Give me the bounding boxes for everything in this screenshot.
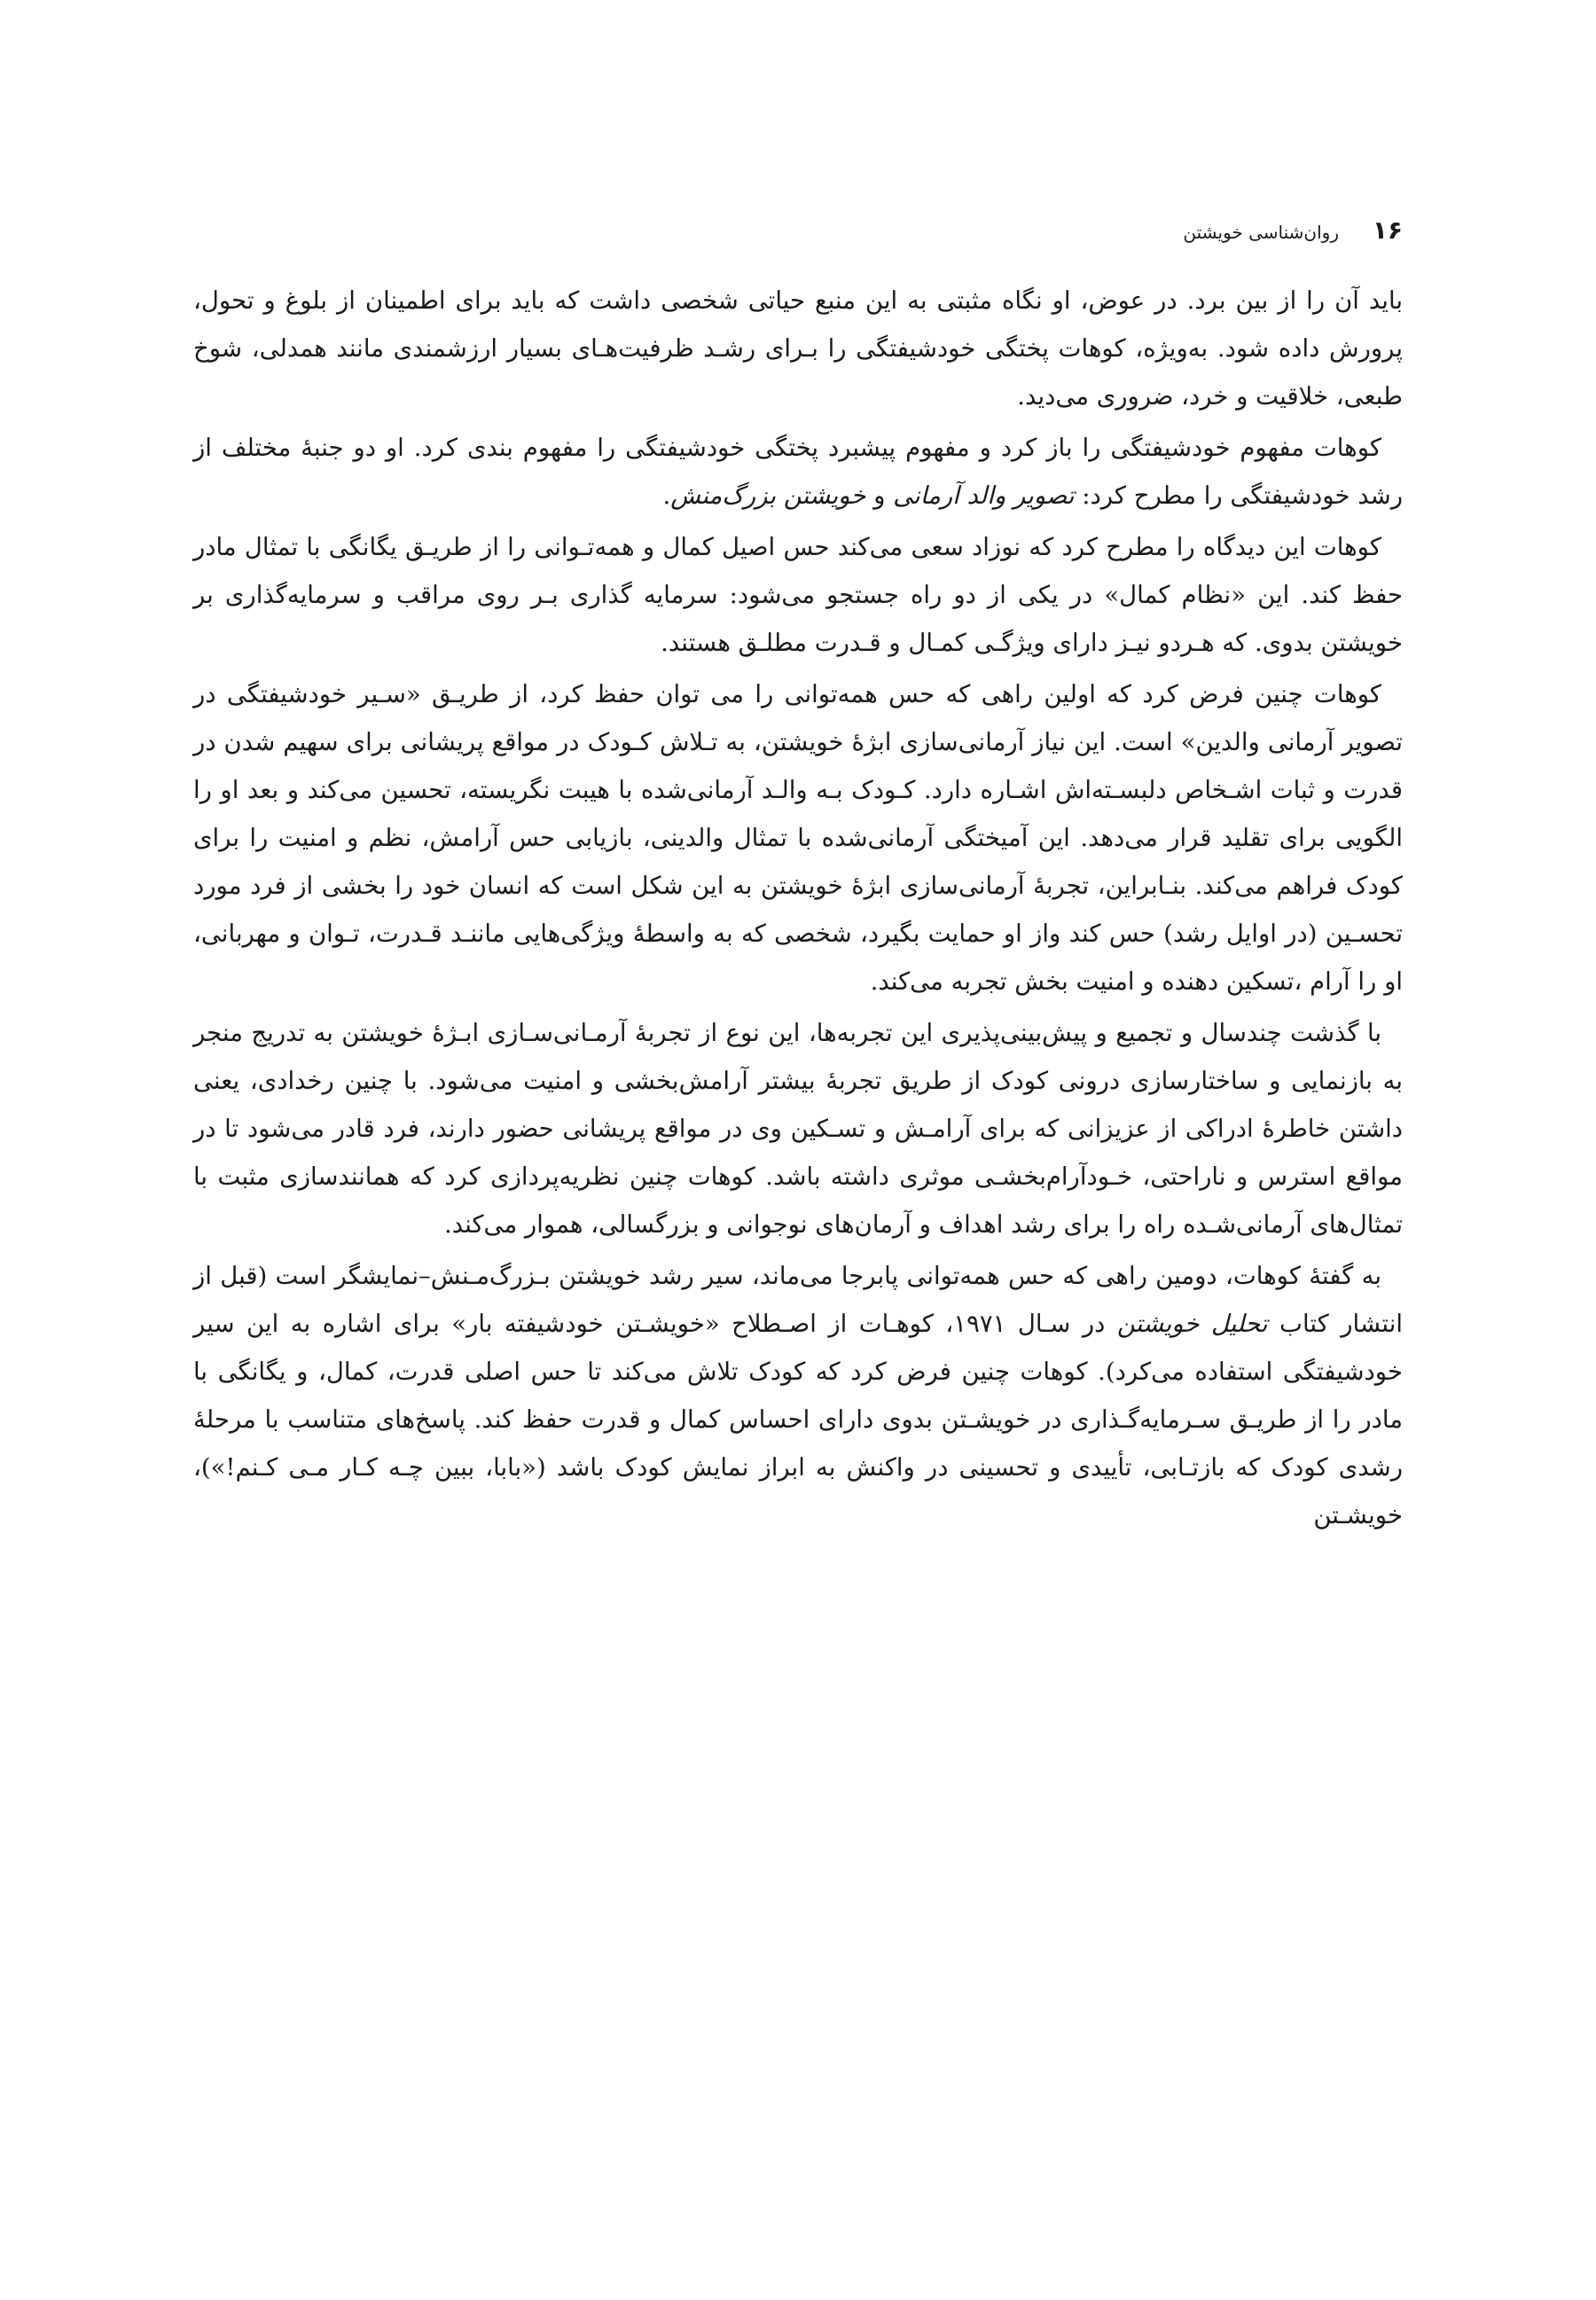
running-head	[193, 213, 1403, 252]
paragraph-1: باید آن را از بین برد. در عوض، او نگاه مثبتی به این منبع حیاتی شخصی داشت که باید برای اطمینان از بلوغ و تحول، پرورش داده شود. به‌ویژه، کوهات پختگی خودشیفتگی را بـرای رشـد ظرفیت‌هـای بسیار ارزشمندی مانند همدلی، شوخ طبعی، خلاقیت و خرد، ضروری می‌دید.	[193, 286, 1403, 411]
paragraph-5: با گذشت چندسال و تجمیع و پیش‌بینی‌پذیری این تجربه‌ها، این نوع از تجربهٔ آرمـانی‌سـازی ابـژهٔ خویشتن به تدریج منجر به بازنمایی و ساختارسازی درونی کودک از طریق تجربهٔ بیشتر آرامش‌بخشی و امنیت می‌شود. با چنین رخدادی، یعنی داشتن خاطرهٔ ادراکی از عزیزانی که برای آرامـش و تسـکین وی در مواقع پریشانی حضور دارند، فرد قادر می‌شود تا در مواقع استرس و ناراحتی، خـودآرام‌بخشـی موثری داشته باشد. کوهات چنین نظریه‌پردازی کرد که همانندسازی مثبت با تمثال‌های آرمانی‌شـده راه را برای رشد اهداف و آرمان‌های نوجوانی و بزرگسالی، هموار می‌کند.	[193, 1019, 1403, 1239]
paragraph-2-text: کوهات مفهوم خودشیفتگی را باز کرد و مفهوم پیشبرد پختگی خودشیفتگی را مفهوم بندی کرد. او دو جنبهٔ مختلف از رشد خودشیفتگی را مطرح کرد:	[193, 434, 1403, 510]
paragraph-2-end: .	[662, 481, 671, 510]
paragraph-6-text-continued: در سـال ۱۹۷۱، کوهـات از اصـطلاح «خویشـتن خودشیفته بار» برای اشاره به این سیر خودشیفتگی استفاده می‌کرد). کوهات چنین فرض کرد که کودک تلاش می‌کند تا حس اصلی قدرت، کمال، و یگانگی با مادر را از طریـق سـرمایه‌گـذاری در خویشـتن بدوی دارای احساس کمال و قدرت حفظ کند. پاسخ‌های متناسب با مرحلهٔ رشدی کودک که بازتـابی، تأییدی و تحسینی در واکنش به ابراز نمایش کودک باشد («بابا، ببین چـه کـار مـی کـنم!»)، خویشـتن	[193, 1310, 1403, 1529]
paragraph-6	[193, 1252, 1403, 1539]
book-title: روان‌شناسی خویشتن	[1183, 222, 1339, 243]
paragraph-3: کوهات این دیدگاه را مطرح کرد که نوزاد سعی می‌کند حس اصیل کمال و همه‌تـوانی را از طریـق یگانگی با تمثال مادر حفظ کند. این «نظام کمال» در یکی از دو راه جستجو می‌شود: سرمایه گذاری بـر روی مراقب و سرمایه‌گذاری بر خویشتن بدوی. که هـردو نیـز دارای ویژگـی کمـال و قـدرت مطلـق هستند.	[193, 533, 1403, 657]
paragraph-4: کوهات چنین فرض کرد که اولین راهی که حس همه‌توانی را می توان حفظ کرد، از طریـق «سـیر خودشیفتگی در تصویر آرمانی والدین» است. این نیاز آرمانی‌سازی ابژهٔ خویشتن، به تـلاش کـودک در مواقع پریشانی برای سهیم شدن در قدرت و ثبات اشـخاص دلبسـته‌اش اشـاره دارد. کـودک بـه والـد آرمانی‌شده با هیبت نگریسته، تحسین می‌کند و بعد او را الگویی برای تقلید قرار می‌دهد. این آمیختگی آرمانی‌شده با تمثال والدینی، بازیابی حس آرامش، نظم و امنیت را برای کودک فراهم می‌کند. بنـابراین، تجربهٔ آرمانی‌سازی ابژهٔ خویشتن به این شکل است که انسان خود را بخشی از فرد مورد تحسـین (در اوایل رشد) حس کند واز او حمایت بگیرد، شخصی که به واسطهٔ ویژگی‌هایی ماننـد قـدرت، تـوان و مهربانی، او را آرام ،تسکین دهنده و امنیت بخش تجربه می‌کند.	[193, 680, 1403, 996]
paragraph-6-text: به گفتهٔ کوهات، دومین راهی که حس همه‌توانی پابرجا می‌ماند، سیر رشد خویشتن بـزرگ‌مـنش–نمایشگر است (قبل از انتشار کتاب	[193, 1262, 1403, 1338]
page-number: ۱۶	[1372, 215, 1403, 245]
paragraph-6-italic-book-title: تحلیل خویشتن	[1116, 1310, 1268, 1338]
paragraph-2	[193, 424, 1403, 520]
paragraph-2-conjunction: و	[865, 481, 894, 510]
body-text	[193, 277, 1403, 1543]
paragraph-2-italic-term-1: تصویر والد آرمانی	[893, 481, 1075, 510]
paragraph-2-italic-term-2: خویشتن بزرگ‌منش	[670, 481, 866, 510]
